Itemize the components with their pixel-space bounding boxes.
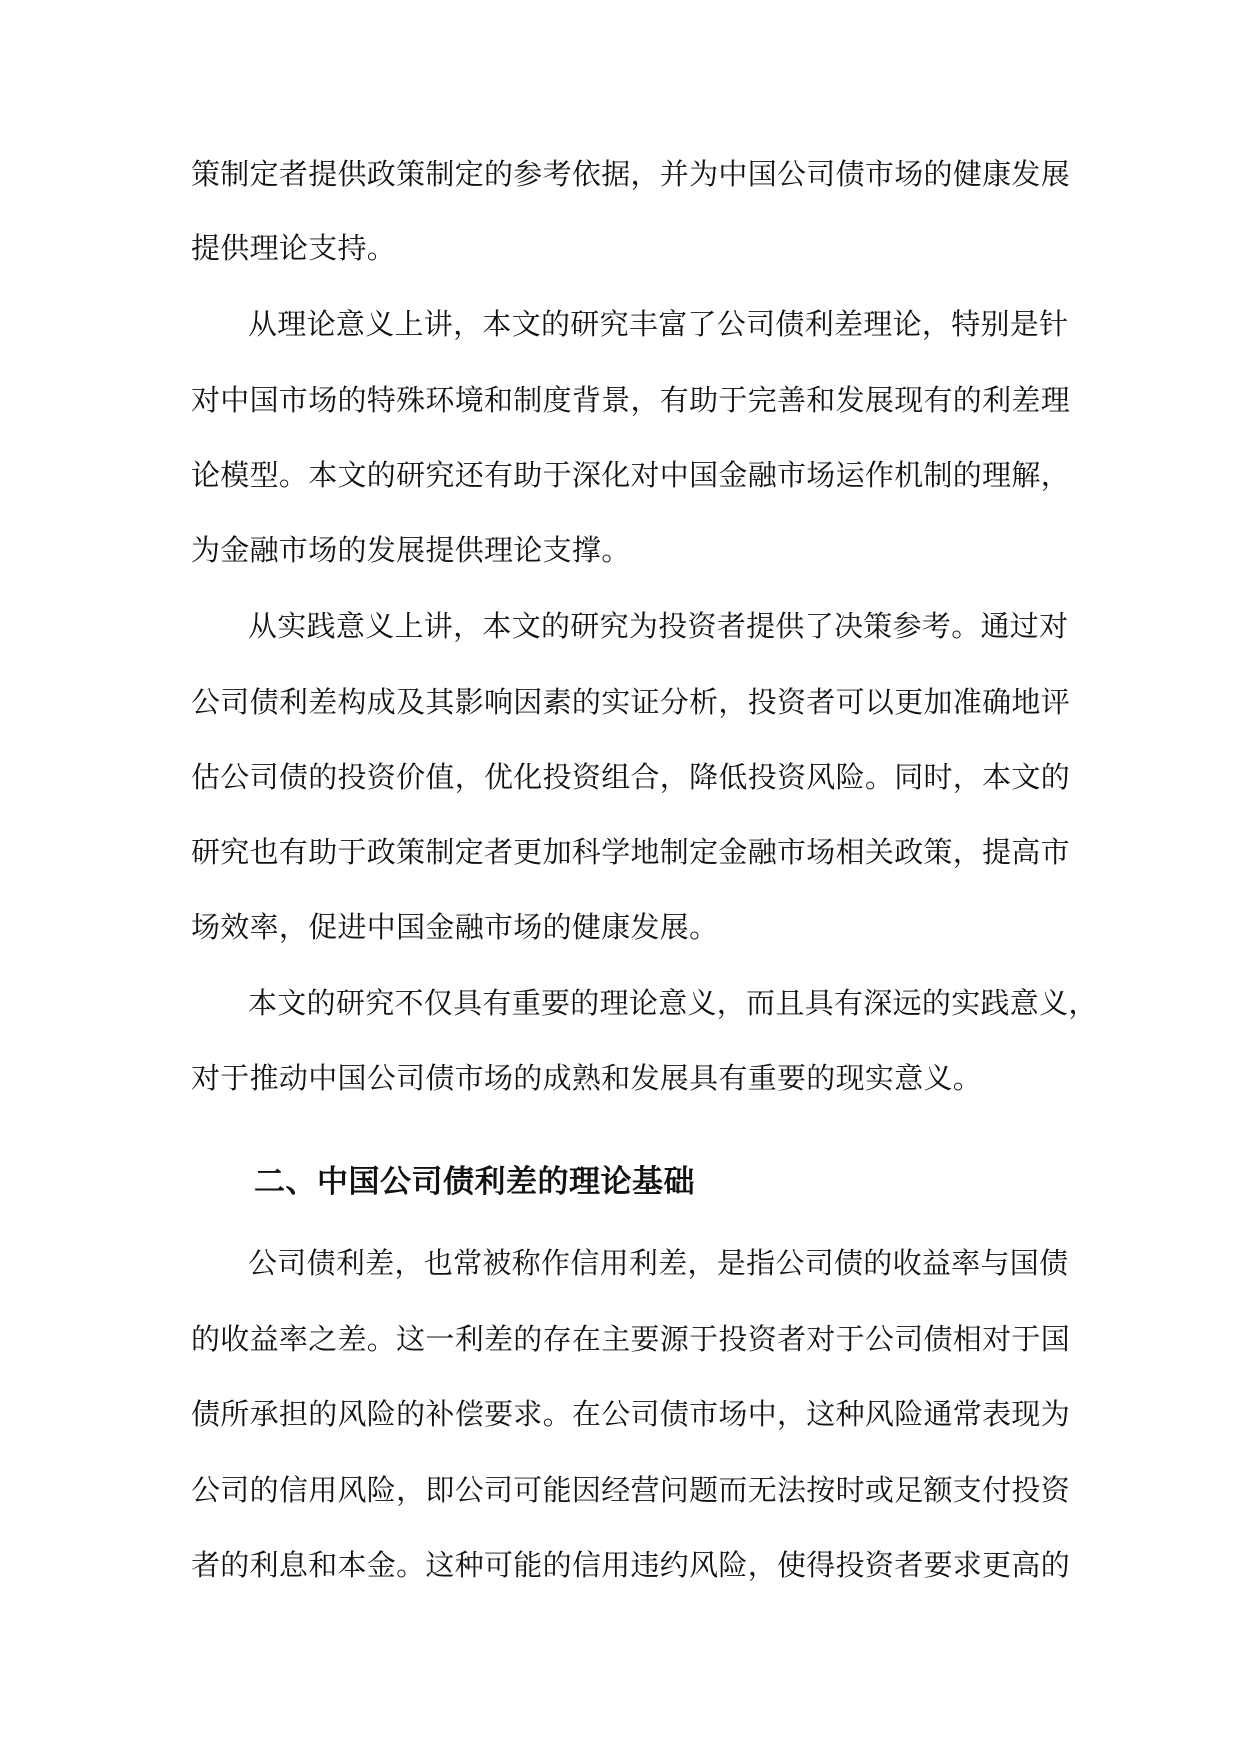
paragraph-line: 公司债利差，也常被称作信用利差，是指公司债的收益率与国债	[248, 1246, 1069, 1280]
section-heading: 二、中国公司债利差的理论基础	[254, 1164, 695, 1200]
paragraph-line: 公司的信用风险，即公司可能因经营问题而无法按时或足额支付投资	[191, 1473, 1071, 1507]
paragraph-line: 从理论意义上讲，本文的研究丰富了公司债利差理论，特别是针	[248, 307, 1069, 341]
paragraph-line: 策制定者提供政策制定的参考依据，并为中国公司债市场的健康发展	[191, 157, 1071, 191]
paragraph-line: 为金融市场的发展提供理论支撑。	[191, 533, 631, 567]
paragraph-line: 者的利息和本金。这种可能的信用违约风险，使得投资者要求更高的	[191, 1548, 1071, 1582]
paragraph-line: 债所承担的风险的补偿要求。在公司债市场中，这种风险通常表现为	[191, 1397, 1071, 1431]
paragraph-line: 对于推动中国公司债市场的成熟和发展具有重要的现实意义。	[191, 1061, 983, 1095]
paragraph-line: 提供理论支持。	[191, 231, 397, 265]
paragraph-line: 研究也有助于政策制定者更加科学地制定金融市场相关政策，提高市	[191, 835, 1071, 869]
paragraph-line: 论模型。本文的研究还有助于深化对中国金融市场运作机制的理解，	[191, 458, 1071, 492]
paragraph-line: 的收益率之差。这一利差的存在主要源于投资者对于公司债相对于国	[191, 1322, 1071, 1356]
paragraph-line: 对中国市场的特殊环境和制度背景，有助于完善和发展现有的利差理	[191, 383, 1071, 417]
paragraph-line: 从实践意义上讲，本文的研究为投资者提供了决策参考。通过对	[248, 609, 1069, 643]
paragraph-line: 本文的研究不仅具有重要的理论意义，而且具有深远的实践意义，	[248, 986, 1098, 1020]
paragraph-line: 公司债利差构成及其影响因素的实证分析，投资者可以更加准确地评	[191, 685, 1071, 719]
paragraph-line: 估公司债的投资价值，优化投资组合，降低投资风险。同时，本文的	[191, 760, 1071, 794]
paragraph-line: 场效率，促进中国金融市场的健康发展。	[191, 910, 719, 944]
